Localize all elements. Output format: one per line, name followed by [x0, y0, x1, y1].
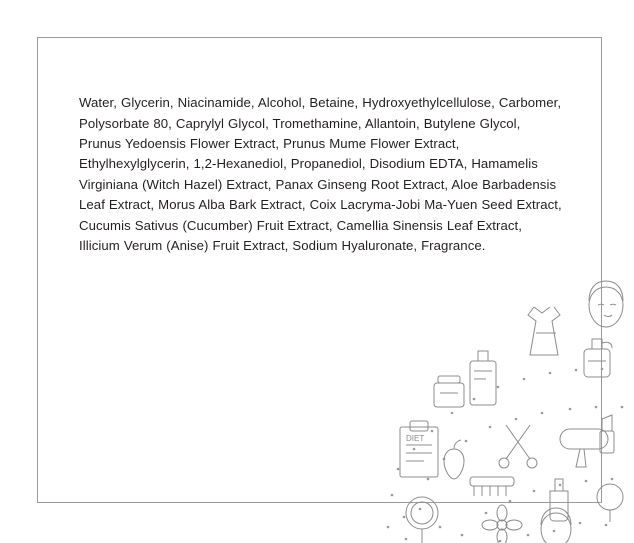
hand-mirror-icon	[406, 497, 438, 543]
lipstick-icon	[600, 415, 614, 453]
woman-face-icon	[541, 508, 571, 543]
svg-text:DIET: DIET	[406, 434, 425, 443]
ingredients-panel	[37, 37, 602, 503]
flower-icon	[482, 505, 522, 543]
ingredients-text: Water, Glycerin, Niacinamide, Alcohol, Betaine, Hydroxyethylcellulose, Carbomer, Polysorbate 80, Caprylyl Glycol, Tromethamine, Allantoin, Butylene Glycol, Prunus Yedoensis Flower Extract, Prunus Mume Flower Extract, Ethylhexylglycerin, 1,2-Hexanediol, Propanediol, Disodium EDTA, Hamamelis Virginiana (Witch Hazel) Extract, Panax Ginseng Root Extract, Aloe Barbadensis Leaf Extract, Morus Alba Bark Extract, Coix Lacryma-Jobi Ma-Yuen Seed Extract, Cucumis Sativus (Cucumber) Fruit Extract, Camellia Sinensis Leaf Extract, Illicium Verum (Anise) Fruit Extract, Sodium Hyaluronate, Fragrance.	[79, 95, 566, 254]
